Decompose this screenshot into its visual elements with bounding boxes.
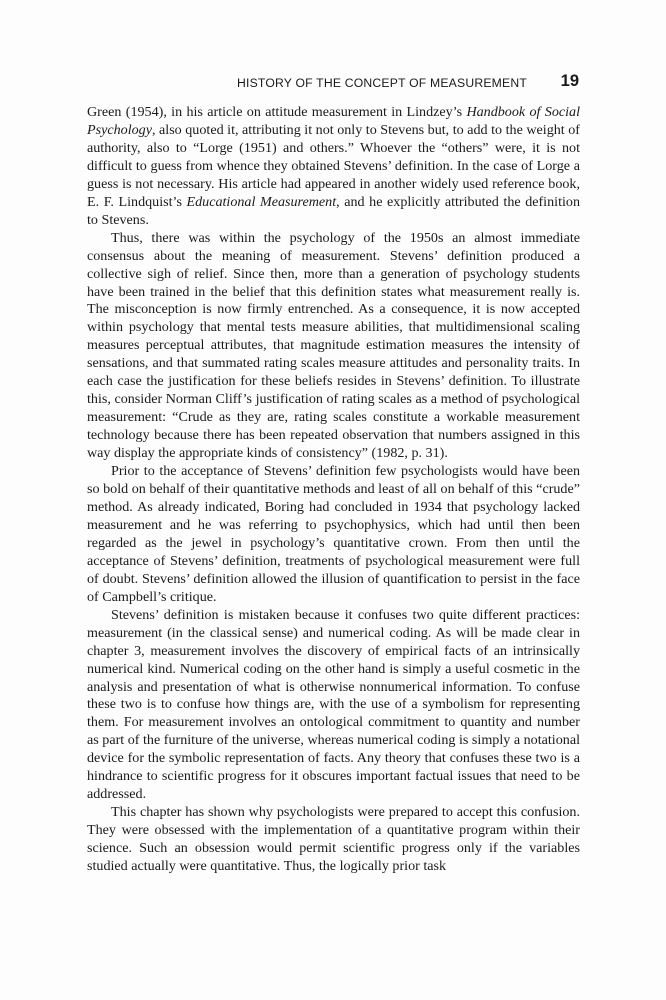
page-number: 19 <box>560 72 579 90</box>
paragraph-text: , also quoted it, attributing it not only to Stevens but, to add to the weight of authority, also to “Lorge (1951) and others.” Whoever the “others” were, it is not difficult to guess from whence they obtained Stevens’ definition. In the case of Lorge a guess is not necessary. His article had appeared in another widely used reference book, E. F. Lindquist’s <box>87 121 580 210</box>
book-title-italic: Educational Measurement <box>186 193 337 210</box>
running-title: HISTORY OF THE CONCEPT OF MEASUREMENT <box>236 76 527 90</box>
paragraph-text: This chapter has shown why psychologists were prepared to accept this confusion. They were obsessed with the implementation of a quantitative program within their science. Such an obsession would permit scientific progress only if the variables studied actually were quantitative. Thus, the logically prior task <box>87 804 580 875</box>
paragraph-text: Prior to the acceptance of Stevens’ definition few psychologists would have been so bold on behalf of their quantitative methods and least of all on behalf of this “crude” method. As already indicated, Boring had concluded in 1934 that psychology lacked measurement and he was referring to psychophysics, which had until then been regarded as the jewel in psychology’s quantitative crown. From then until the acceptance of Stevens’ definition, treatments of psychological measurement were full of doubt. Stevens’ definition allowed the illusion of quantification to persist in the face of Campbell’s critique. <box>87 463 580 605</box>
paragraph-text: Stevens’ definition is mistaken because it confuses two quite different practices: measurement (in the classical sense) and numerical coding. As will be made clear in chapter 3, measurement involves the discovery of empirical facts of an intrinsically numerical kind. Numerical coding on the other hand is simply a useful cosmetic in the analysis and presentation of what is otherwise nonnumerical information. To confuse these two is to confuse how things are, with the use of a symbolism for representing them. For measurement involves an ontological commitment to quantity and number as part of the furniture of the universe, whereas numerical coding is simply a notational device for the symbolic representation of facts. Any theory that confuses these two is a hindrance to scientific progress for it obscures important factual issues that need to be addressed. <box>87 606 580 803</box>
paragraph-text: Green (1954), in his article on attitude measurement in Lindzey’s <box>87 104 467 120</box>
paragraph-2 <box>87 230 580 463</box>
paragraph-text: Thus, there was within the psychology of the 1950s an almost immediate consensus about the meaning of measurement. Stevens’ definition produced a collective sigh of relief. Since then, more than a generation of psychology students have been trained in the belief that this definition states what measurement really is. The misconception is now firmly entrenched. As a consequence, it is now accepted within psychology that mental tests measure abilities, that multidimensional scaling measures perceptual attributes, that magnitude estimation measures the intensity of sensations, and that summated rating scales measure attitudes and personality traits. In each case the justification for these beliefs resides in Stevens’ definition. To illustrate this, consider Norman Cliff’s justification of rating scales as a method of psychological measurement: “Crude as they are, rating scales constitute a workable measurement technology because there has been repeated observation that numbers assigned in this way display the appropriate kinds of consistency” (1982, p. 31). <box>87 229 580 462</box>
book-title-italic: Handbook of Social Psychology <box>87 104 580 138</box>
running-head <box>86 72 579 94</box>
body-text <box>87 104 580 876</box>
paragraph-3 <box>87 463 580 607</box>
paragraph-4 <box>87 607 580 804</box>
paragraph-5 <box>87 804 580 876</box>
paragraph-text: , and he explicitly attributed the definition to Stevens. <box>87 193 580 228</box>
paragraph-1 <box>87 104 580 230</box>
